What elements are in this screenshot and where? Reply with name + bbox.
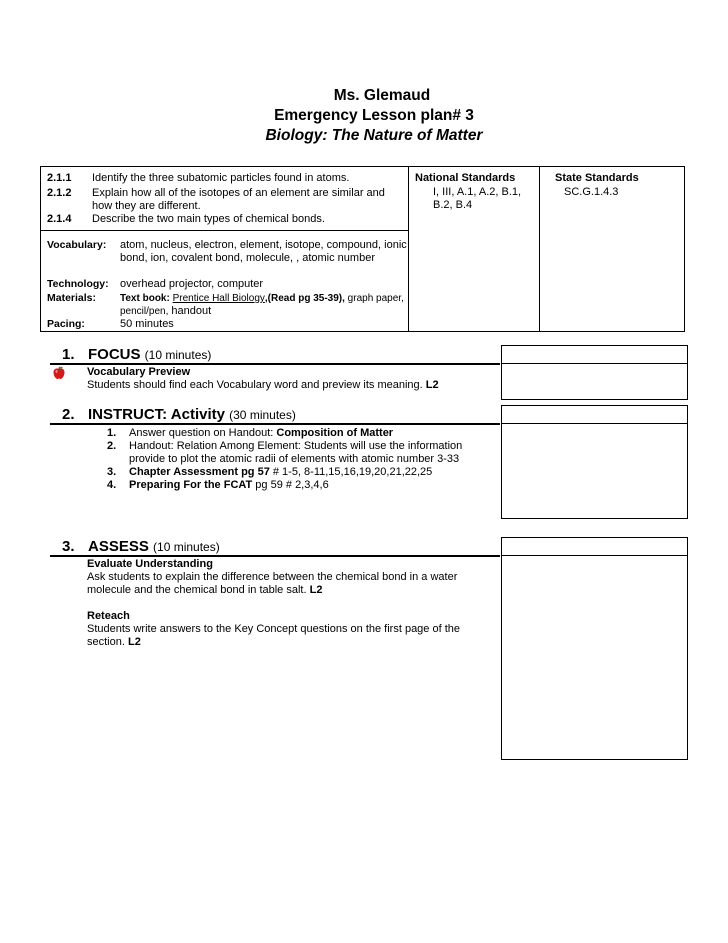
objective-text: Identify the three subatomic particles found in atoms. — [92, 172, 350, 184]
pacing-text: 50 minutes — [120, 318, 174, 330]
item-text: pg 59 # 2,3,4,6 — [252, 479, 329, 491]
focus-minutes: (10 minutes) — [144, 348, 212, 362]
reteach-text: Students write answers to the Key Concept questions on the first page of the section. — [87, 623, 460, 648]
document-title — [0, 86, 728, 146]
assess-body — [87, 558, 467, 649]
objective-code: 2.1.4 — [47, 213, 72, 225]
lesson-subject: Biology: The Nature of Matter — [265, 127, 483, 144]
focus-notes-box — [501, 345, 688, 400]
assess-level: L2 — [309, 584, 323, 596]
objective-code: 2.1.1 — [47, 172, 72, 184]
focus-body — [87, 366, 487, 392]
item-number: 3. — [107, 466, 117, 478]
vocabulary-label: Vocabulary: — [47, 239, 107, 251]
item-bold-text: Composition of Matter — [276, 427, 394, 439]
instruct-minutes: (30 minutes) — [229, 408, 296, 422]
technology-label: Technology: — [47, 278, 109, 290]
state-standards-label: State Standards — [555, 172, 639, 184]
item-text: # 1-5, 8-11,15,16,19,20,21,22,25 — [269, 466, 433, 478]
list-item — [107, 427, 487, 440]
state-standards-value: SC.G.1.4.3 — [564, 186, 619, 198]
pacing-label: Pacing: — [47, 318, 85, 330]
reading-pages: ,(Read pg 35-39), — [264, 293, 345, 304]
assess-subtitle: Evaluate Understanding — [87, 558, 213, 570]
instruct-number: 2. — [62, 406, 75, 423]
assess-minutes: (10 minutes) — [153, 540, 220, 554]
assess-heading — [62, 538, 220, 555]
item-number: 1. — [107, 427, 117, 439]
objective-text: Explain how all of the isotopes of an element are similar and how they are different. — [92, 187, 385, 212]
list-item — [107, 466, 487, 479]
objectives-table — [40, 166, 685, 332]
national-standards-value: I, III, A.1, A.2, B.1, B.2, B.4 — [433, 186, 522, 211]
reteach-level: L2 — [127, 636, 141, 648]
materials-text — [120, 292, 405, 318]
materials-prefix: Text book: — [120, 293, 170, 304]
technology-text: overhead projector, computer — [120, 278, 264, 290]
assess-number: 3. — [62, 538, 75, 555]
item-text: Handout: Relation Among Element: Students will use the information provide to plot the atomic radii of elements with atomic number 3-33 — [129, 440, 463, 465]
focus-subtitle: Vocabulary Preview — [87, 366, 191, 378]
item-bold-text: Chapter Assessment pg 57 — [129, 466, 270, 478]
assess-notes-box — [501, 537, 688, 760]
objective-code: 2.1.2 — [47, 187, 72, 199]
objective-text: Describe the two main types of chemical bonds. — [92, 213, 325, 225]
item-number: 4. — [107, 479, 117, 491]
list-item — [107, 440, 487, 466]
item-bold-text: Preparing For the FCAT — [129, 479, 253, 491]
reteach-title: Reteach — [87, 610, 130, 622]
instruct-list — [107, 427, 487, 492]
focus-number: 1. — [62, 346, 75, 363]
assess-title: ASSESS — [88, 538, 149, 555]
national-standards-label: National Standards — [415, 172, 516, 184]
focus-text-line — [87, 379, 487, 392]
focus-text: Students should find each Vocabulary word and preview its meaning. — [87, 379, 423, 391]
instruct-title: INSTRUCT: Activity — [88, 406, 225, 423]
item-text: Answer question on Handout: — [129, 427, 277, 439]
lesson-plan-title: Emergency Lesson plan# 3 — [274, 107, 474, 124]
list-item — [107, 479, 487, 492]
focus-title: FOCUS — [88, 346, 141, 363]
teacher-name: Ms. Glemaud — [333, 87, 431, 104]
assess-text-line — [87, 571, 467, 597]
vocabulary-text: atom, nucleus, electron, element, isotope, compound, ionic bond, ion, covalent bond, molecule, , atomic number — [120, 239, 407, 264]
instruct-heading — [62, 406, 296, 423]
materials-supplies: graph paper, pencil/pen, — [120, 293, 404, 317]
materials-handout: handout — [168, 305, 212, 317]
apple-icon — [52, 366, 66, 380]
materials-label: Materials: — [47, 292, 97, 304]
textbook-title: Prentice Hall Biology — [172, 293, 265, 304]
focus-heading — [62, 346, 211, 363]
assess-text: Ask students to explain the difference between the chemical bond in a water molecule and the chemical bond in table salt. — [87, 571, 458, 596]
focus-level: L2 — [425, 379, 439, 391]
reteach-text-line — [87, 623, 467, 649]
item-number: 2. — [107, 440, 117, 452]
